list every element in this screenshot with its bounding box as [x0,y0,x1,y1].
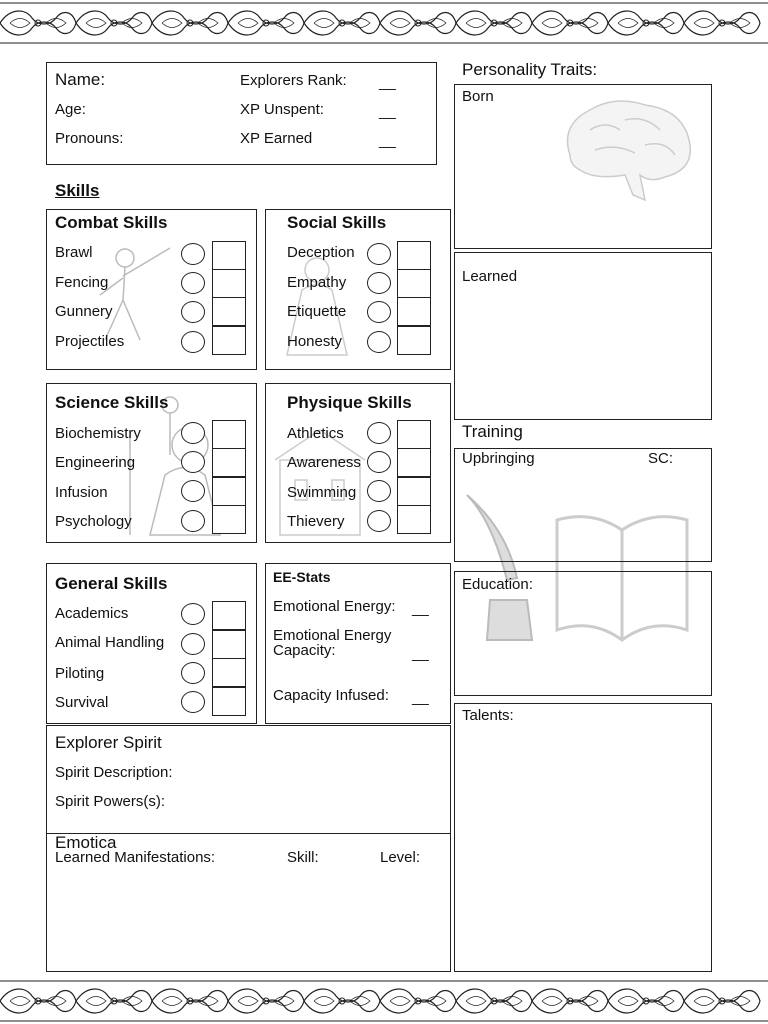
skill-brawl-circle[interactable] [181,243,205,265]
skill-psychology-box[interactable] [212,505,246,534]
skill-awareness-label: Awareness [287,454,361,471]
skill-survival-box[interactable] [212,687,246,716]
skill-projectiles-circle[interactable] [181,331,205,353]
skill-engineering-label: Engineering [55,454,136,471]
skill-empathy-circle[interactable] [367,272,391,294]
skill-academics-circle[interactable] [181,603,205,625]
spirit-powers-label[interactable]: Spirit Powers(s): [55,793,166,810]
bottom-ornament-border [0,978,768,1024]
skill-animal-handling-box[interactable] [212,630,246,659]
skill-gunnery-box[interactable] [212,297,246,326]
capacity-infused-blank[interactable]: __ [412,689,429,706]
skill-fencing-label: Fencing [55,274,109,291]
skills-heading: Skills [55,181,100,200]
skill-survival-circle[interactable] [181,691,205,713]
skill-infusion-circle[interactable] [181,480,205,502]
emotional-energy-label[interactable]: Emotional Energy: [273,598,396,615]
skill-brawl-box[interactable] [212,241,246,270]
skill-academics-box[interactable] [212,601,246,630]
explorer-spirit-title: Explorer Spirit [55,733,162,752]
skill-infusion-box[interactable] [212,477,246,506]
talents-box[interactable] [454,703,712,972]
skill-deception-label: Deception [287,244,355,261]
born-traits-box[interactable] [454,84,712,249]
sc-label: SC: [648,450,674,467]
age-label[interactable]: Age: [55,101,86,118]
xp-unspent-label[interactable]: XP Unspent: [240,101,324,118]
skill-athletics-circle[interactable] [367,422,391,444]
skill-biochemistry-label: Biochemistry [55,425,141,442]
emotional-energy-blank[interactable]: __ [412,600,429,617]
skill-animal-handling-circle[interactable] [181,633,205,655]
xp-earned-blank[interactable]: __ [379,132,396,149]
skill-honesty-circle[interactable] [367,331,391,353]
skill-swimming-circle[interactable] [367,480,391,502]
skill-etiquette-circle[interactable] [367,301,391,323]
skill-swimming-label: Swimming [287,484,357,501]
skill-brawl-label: Brawl [55,244,93,261]
skill-piloting-box[interactable] [212,658,246,687]
upbringing-label: Upbringing [462,450,535,467]
emotional-energy-capacity-blank[interactable]: __ [412,645,429,662]
skill-piloting-circle[interactable] [181,662,205,684]
top-ornament-border [0,0,768,46]
skill-academics-label: Academics [55,605,129,622]
combat-skills-title: Combat Skills [55,213,168,232]
skill-psychology-label: Psychology [55,513,132,530]
skill-gunnery-circle[interactable] [181,301,205,323]
skill-piloting-label: Piloting [55,665,105,682]
skill-projectiles-box[interactable] [212,326,246,355]
emotional-energy-capacity-label-line2: Capacity: [273,642,336,659]
skill-awareness-circle[interactable] [367,451,391,473]
social-skills-title: Social Skills [287,213,387,232]
pronouns-label[interactable]: Pronouns: [55,130,124,147]
skill-animal-handling-label: Animal Handling [55,634,165,651]
xp-earned-label[interactable]: XP Earned [240,130,313,147]
skill-engineering-box[interactable] [212,448,246,477]
talents-label: Talents: [462,707,514,724]
skill-fencing-box[interactable] [212,269,246,298]
emotica-skill-label: Skill: [287,849,319,866]
learned-label: Learned [462,268,518,285]
skill-etiquette-box[interactable] [397,297,431,326]
training-title: Training [462,422,523,441]
skill-thievery-circle[interactable] [367,510,391,532]
emotica-level-label: Level: [380,849,421,866]
skill-psychology-circle[interactable] [181,510,205,532]
skill-fencing-circle[interactable] [181,272,205,294]
skill-gunnery-label: Gunnery [55,303,113,320]
skill-athletics-box[interactable] [397,420,431,449]
skill-deception-circle[interactable] [367,243,391,265]
general-skills-title: General Skills [55,574,168,593]
explorers-rank-blank[interactable]: __ [379,74,396,91]
skill-deception-box[interactable] [397,241,431,270]
skill-thievery-label: Thievery [287,513,345,530]
skill-infusion-label: Infusion [55,484,108,501]
skill-awareness-box[interactable] [397,448,431,477]
explorers-rank-label[interactable]: Explorers Rank: [240,72,347,89]
skill-survival-label: Survival [55,694,109,711]
skill-honesty-label: Honesty [287,333,343,350]
emotional-energy-capacity-label[interactable]: Emotional Energy [273,627,392,644]
skill-honesty-box[interactable] [397,326,431,355]
skill-engineering-circle[interactable] [181,451,205,473]
personality-traits-title: Personality Traits: [462,60,598,79]
learned-manifestations-label[interactable]: Learned Manifestations: [55,849,216,866]
skill-empathy-label: Empathy [287,274,347,291]
skill-swimming-box[interactable] [397,477,431,506]
skill-thievery-box[interactable] [397,505,431,534]
education-label: Education: [462,576,533,593]
spirit-description-label[interactable]: Spirit Description: [55,764,173,781]
emotica-title: Emotica [55,833,117,852]
xp-unspent-blank[interactable]: __ [379,103,396,120]
physique-skills-title: Physique Skills [287,393,412,412]
skill-athletics-label: Athletics [287,425,344,442]
skill-biochemistry-box[interactable] [212,420,246,449]
born-label: Born [462,88,494,105]
skill-projectiles-label: Projectiles [55,333,125,350]
ee-stats-title: EE-Stats [273,569,331,585]
skill-biochemistry-circle[interactable] [181,422,205,444]
name-label[interactable]: Name: [55,70,106,89]
capacity-infused-label[interactable]: Capacity Infused: [273,687,389,704]
science-skills-title: Science Skills [55,393,169,412]
skill-empathy-box[interactable] [397,269,431,298]
skill-etiquette-label: Etiquette [287,303,347,320]
